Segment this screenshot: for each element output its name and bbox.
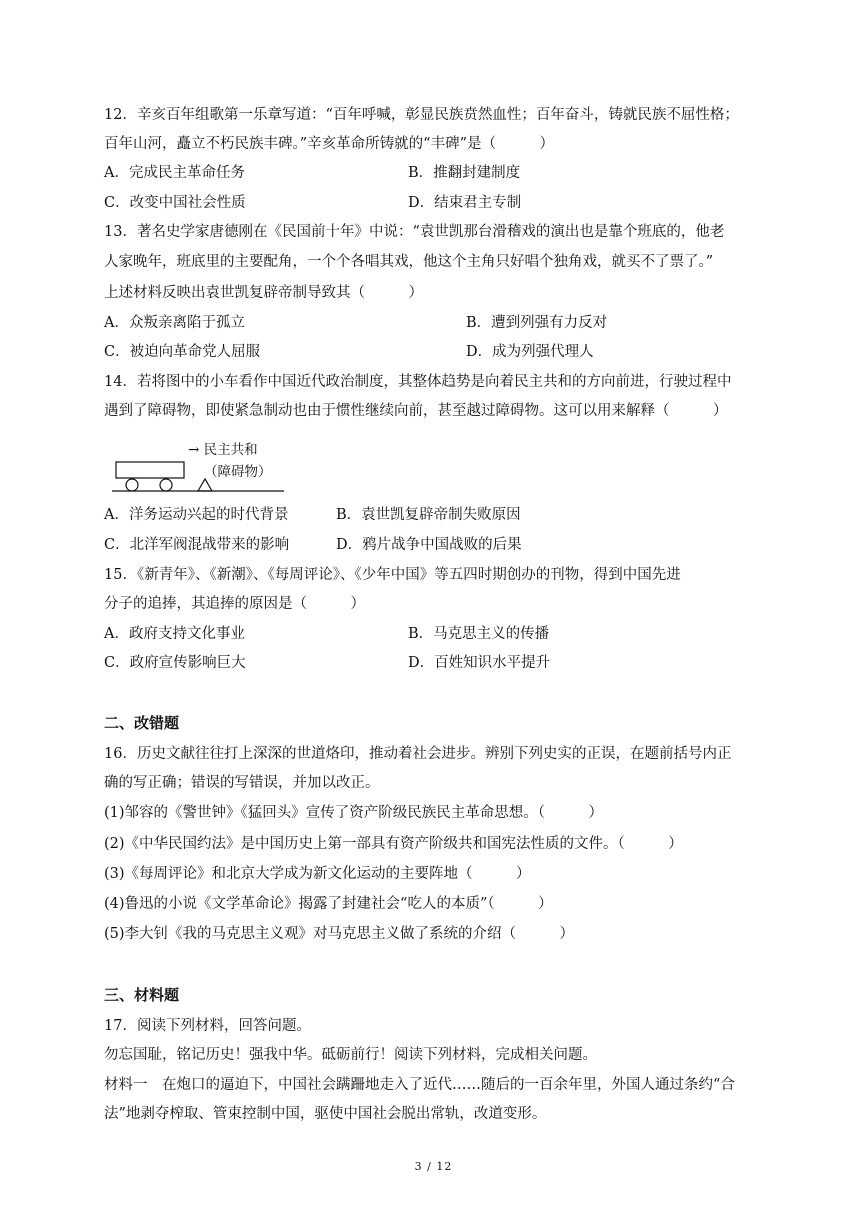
- cart-body: [116, 462, 184, 478]
- q13-option-a: A．众叛亲离陷于孤立: [104, 315, 245, 331]
- q17-stem-line2: 勿忘国耻，铭记历史！强我中华。砥砺前行！阅读下列材料，完成相关问题。: [104, 1047, 597, 1063]
- section-heading-corrections: 二、改错题: [104, 714, 180, 732]
- page-number: 3 / 12: [414, 1160, 453, 1173]
- q13-stem-line1: 13．著名史学家唐德刚在《民国前十年》中说：“袁世凯那台滑稽戏的演出也是靠个班底的，他老: [104, 224, 725, 240]
- q15-option-b: B．马克思主义的传播: [408, 626, 550, 642]
- q17-stem-line1: 17．阅读下列材料，回答问题。: [104, 1018, 311, 1034]
- q14-option-c: C．北洋军阀混战带来的影响: [104, 537, 290, 553]
- q12-option-b: B．推翻封建制度: [408, 165, 521, 181]
- q12-stem-line2: 百年山河，矗立不朽民族丰碑。”辛亥革命所铸就的“丰碑”是（ ）: [104, 136, 554, 152]
- q14-option-a: A．洋务运动兴起的时代背景: [104, 507, 289, 523]
- q13-stem-line3: 上述材料反映出袁世凯复辟帝制导致其（ ）: [104, 285, 423, 301]
- q14-stem-line1: 14．若将图中的小车看作中国近代政治制度，其整体趋势是向着民主共和的方向前进，行驶过程中: [104, 374, 732, 390]
- q14-stem-line2: 遇到了障碍物，即使紧急制动也由于惯性继续向前，甚至越过障碍物。这可以用来解释（ ）: [104, 403, 728, 419]
- q15-option-c: C．政府宣传影响巨大: [104, 655, 246, 671]
- q12-option-d: D．结束君主专制: [408, 195, 522, 211]
- q13-option-d: D．成为列强代理人: [466, 344, 594, 360]
- q16-stem-line2: 确的写正确；错误的写错误，并加以改正。: [104, 775, 380, 791]
- q13-option-b: B．遭到列强有力反对: [466, 315, 608, 331]
- cart-wheel-right: [160, 479, 172, 491]
- q17-material-line2: 法”地剥夺榨取、管束控制中国，驱使中国社会脱出常轨，改道变形。: [104, 1106, 547, 1122]
- q14-option-d: D．鸦片战争中国战败的后果: [336, 537, 522, 553]
- cart-wheel-left: [126, 479, 138, 491]
- q16-item-1: (1)邹容的《警世钟》《猛回头》宣传了资产阶级民族民主革命思想。（ ）: [104, 805, 604, 821]
- q13-option-c: C．被迫向革命党人屈服: [104, 344, 261, 360]
- q16-stem-line1: 16．历史文献往往打上深深的世道烙印，推动着社会进步。辨别下列史实的正误，在题前括号内正: [104, 746, 732, 762]
- q12-option-a: A．完成民主革命任务: [104, 165, 245, 181]
- q15-stem-line2: 分子的追捧，其追捧的原因是（ ）: [104, 596, 365, 612]
- q16-item-5: (5)李大钊《我的马克思主义观》对马克思主义做了系统的介绍（ ）: [104, 926, 575, 942]
- q16-item-2: (2)《中华民国约法》是中国历史上第一部具有资产阶级共和国宪法性质的文件。（ ）: [104, 836, 683, 852]
- q12-stem-line1: 12．辛亥百年组歌第一乐章写道：“百年呼喊，彰显民族贲然血性；百年奋斗，铸就民族不屈性格；: [104, 107, 739, 123]
- q17-material-line1: 材料一 在炮口的逼迫下，中国社会蹒跚地走入了近代……随后的一百余年里，外国人通过条约“合: [104, 1077, 735, 1093]
- section-heading-materials: 三、材料题: [104, 986, 180, 1004]
- q12-option-c: C．改变中国社会性质: [104, 195, 246, 211]
- q15-stem-line1: 15．《新青年》、《新潮》、《每周评论》、《少年中国》等五四时期创办的刊物，得到中国先进: [104, 567, 681, 583]
- q16-item-3: (3)《每周评论》和北京大学成为新文化运动的主要阵地（ ）: [104, 866, 531, 882]
- q14-option-b: B．袁世凯复辟帝制失败原因: [336, 507, 521, 523]
- q16-item-4: (4)鲁迅的小说《文学革命论》揭露了封建社会“吃人的本质”（ ）: [104, 896, 553, 912]
- q15-option-a: A．政府支持文化事业: [104, 626, 245, 642]
- diagram-label-obstacle: （障碍物）: [204, 464, 272, 480]
- q13-stem-line2: 人家晚年，班底里的主要配角，一个个各唱其戏，他这个主角只好唱个独角戏，就买不了票了。”: [104, 254, 714, 270]
- q15-option-d: D．百姓知识水平提升: [408, 655, 551, 671]
- diagram-label-democracy: → 民主共和: [188, 442, 258, 458]
